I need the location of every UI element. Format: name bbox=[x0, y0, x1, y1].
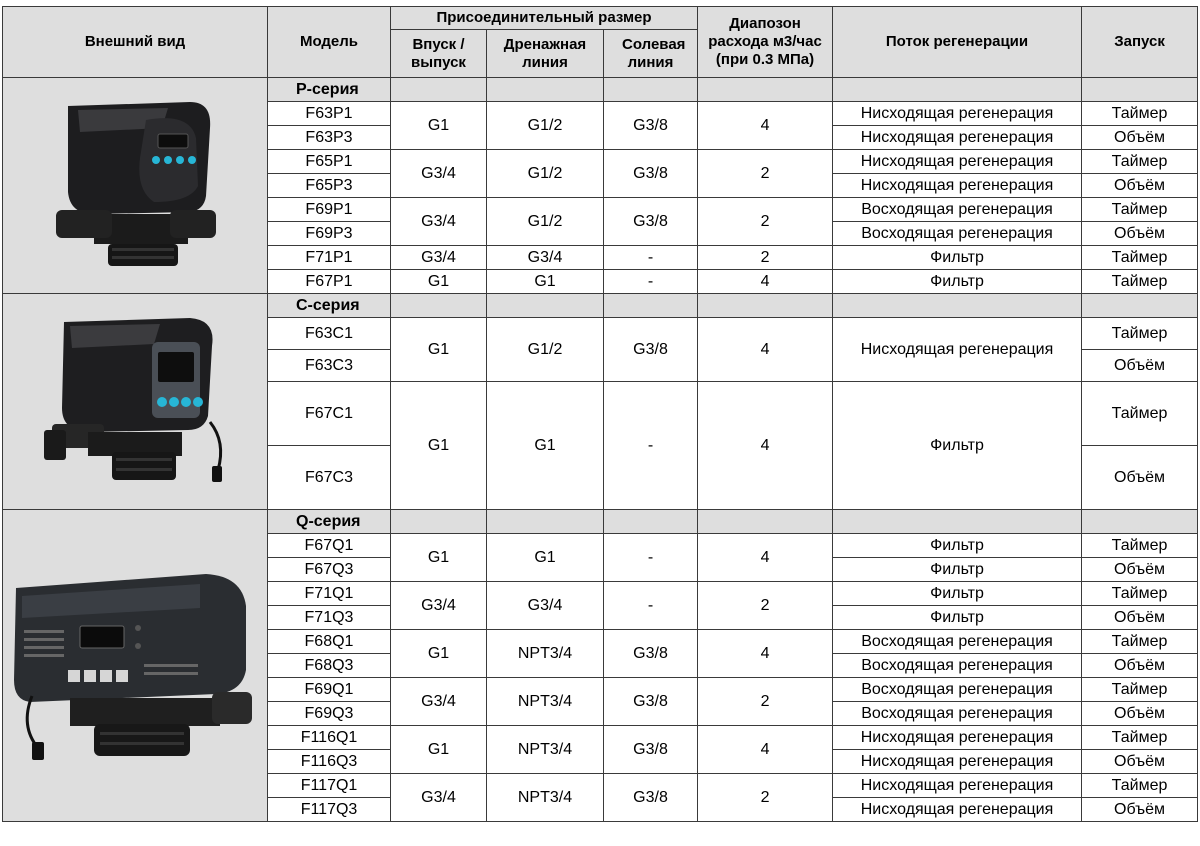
valve-c-series-image bbox=[40, 312, 230, 492]
inlet-cell: G3/4 bbox=[391, 678, 487, 726]
regeneration-cell: Фильтр bbox=[833, 246, 1082, 270]
flow-cell: 2 bbox=[698, 678, 833, 726]
regeneration-cell: Нисходящая регенерация bbox=[833, 774, 1082, 798]
valve-spec-table bbox=[2, 6, 1198, 822]
regeneration-cell: Восходящая регенерация bbox=[833, 630, 1082, 654]
start-cell: Таймер bbox=[1082, 270, 1198, 294]
flow-cell: 2 bbox=[698, 198, 833, 246]
series-row bbox=[3, 294, 1198, 318]
model-cell: F117Q1 bbox=[268, 774, 391, 798]
valve-q-series-image bbox=[10, 566, 260, 766]
header-brine-line: Солевая линия bbox=[604, 30, 698, 78]
flow-cell: 2 bbox=[698, 150, 833, 198]
series-name: P-серия bbox=[268, 78, 391, 102]
inlet-cell: G3/4 bbox=[391, 582, 487, 630]
inlet-cell: G3/4 bbox=[391, 198, 487, 246]
model-cell: F71Q1 bbox=[268, 582, 391, 606]
start-cell: Объём bbox=[1082, 798, 1198, 822]
start-cell: Таймер bbox=[1082, 582, 1198, 606]
inlet-cell: G1 bbox=[391, 726, 487, 774]
header-connection-size: Присоединительный размер bbox=[391, 7, 698, 30]
start-cell: Объём bbox=[1082, 654, 1198, 678]
drain-cell: NPT3/4 bbox=[487, 678, 604, 726]
brine-cell: G3/8 bbox=[604, 630, 698, 678]
regeneration-cell: Восходящая регенерация bbox=[833, 222, 1082, 246]
flow-cell: 2 bbox=[698, 774, 833, 822]
start-cell: Таймер bbox=[1082, 630, 1198, 654]
regeneration-cell: Фильтр bbox=[833, 606, 1082, 630]
inlet-cell: G1 bbox=[391, 630, 487, 678]
inlet-cell: G3/4 bbox=[391, 774, 487, 822]
brine-cell: G3/8 bbox=[604, 678, 698, 726]
flow-cell: 4 bbox=[698, 534, 833, 582]
series-row bbox=[3, 510, 1198, 534]
flow-cell: 4 bbox=[698, 382, 833, 510]
start-cell: Объём bbox=[1082, 750, 1198, 774]
model-cell: F63C3 bbox=[268, 350, 391, 382]
header-appearance: Внешний вид bbox=[3, 7, 268, 78]
inlet-cell: G1 bbox=[391, 534, 487, 582]
inlet-cell: G1 bbox=[391, 270, 487, 294]
start-cell: Таймер bbox=[1082, 382, 1198, 446]
inlet-cell: G1 bbox=[391, 318, 487, 382]
flow-cell: 2 bbox=[698, 582, 833, 630]
start-cell: Объём bbox=[1082, 174, 1198, 198]
model-cell: F65P1 bbox=[268, 150, 391, 174]
drain-cell: NPT3/4 bbox=[487, 630, 604, 678]
drain-cell: G1 bbox=[487, 534, 604, 582]
start-cell: Таймер bbox=[1082, 678, 1198, 702]
regeneration-cell: Нисходящая регенерация bbox=[833, 174, 1082, 198]
regeneration-cell: Фильтр bbox=[833, 382, 1082, 510]
brine-cell: - bbox=[604, 246, 698, 270]
regeneration-cell: Нисходящая регенерация bbox=[833, 726, 1082, 750]
start-cell: Таймер bbox=[1082, 150, 1198, 174]
regeneration-cell: Нисходящая регенерация bbox=[833, 126, 1082, 150]
model-cell: F68Q3 bbox=[268, 654, 391, 678]
q-series-image-cell bbox=[3, 510, 268, 822]
brine-cell: - bbox=[604, 534, 698, 582]
regeneration-cell: Восходящая регенерация bbox=[833, 654, 1082, 678]
model-cell: F69P3 bbox=[268, 222, 391, 246]
regeneration-cell: Восходящая регенерация bbox=[833, 678, 1082, 702]
series-name: Q-серия bbox=[268, 510, 391, 534]
model-cell: F116Q1 bbox=[268, 726, 391, 750]
regeneration-cell: Нисходящая регенерация bbox=[833, 318, 1082, 382]
model-cell: F116Q3 bbox=[268, 750, 391, 774]
model-cell: F68Q1 bbox=[268, 630, 391, 654]
drain-cell: NPT3/4 bbox=[487, 726, 604, 774]
model-cell: F71P1 bbox=[268, 246, 391, 270]
start-cell: Таймер bbox=[1082, 246, 1198, 270]
start-cell: Таймер bbox=[1082, 198, 1198, 222]
regeneration-cell: Нисходящая регенерация bbox=[833, 798, 1082, 822]
brine-cell: - bbox=[604, 582, 698, 630]
start-cell: Таймер bbox=[1082, 774, 1198, 798]
start-cell: Объём bbox=[1082, 126, 1198, 150]
flow-cell: 2 bbox=[698, 246, 833, 270]
regeneration-cell: Фильтр bbox=[833, 582, 1082, 606]
model-cell: F63P1 bbox=[268, 102, 391, 126]
start-cell: Объём bbox=[1082, 446, 1198, 510]
regeneration-cell: Восходящая регенерация bbox=[833, 702, 1082, 726]
brine-cell: - bbox=[604, 382, 698, 510]
series-row bbox=[3, 78, 1198, 102]
model-cell: F69Q3 bbox=[268, 702, 391, 726]
inlet-cell: G1 bbox=[391, 382, 487, 510]
regeneration-cell: Восходящая регенерация bbox=[833, 198, 1082, 222]
header-model: Модель bbox=[268, 7, 391, 78]
header-flow-range: Диапозон расхода м3/час (при 0.3 МПа) bbox=[698, 7, 833, 78]
regeneration-cell: Нисходящая регенерация bbox=[833, 102, 1082, 126]
flow-cell: 4 bbox=[698, 270, 833, 294]
brine-cell: G3/8 bbox=[604, 198, 698, 246]
model-cell: F67P1 bbox=[268, 270, 391, 294]
flow-cell: 4 bbox=[698, 102, 833, 150]
valve-p-series-image bbox=[50, 98, 220, 273]
model-cell: F63P3 bbox=[268, 126, 391, 150]
brine-cell: G3/8 bbox=[604, 726, 698, 774]
c-series-image-cell bbox=[3, 294, 268, 510]
model-cell: F67C1 bbox=[268, 382, 391, 446]
brine-cell: G3/8 bbox=[604, 318, 698, 382]
header-inlet-outlet: Впуск /выпуск bbox=[391, 30, 487, 78]
start-cell: Объём bbox=[1082, 606, 1198, 630]
inlet-cell: G1 bbox=[391, 102, 487, 150]
start-cell: Объём bbox=[1082, 350, 1198, 382]
regeneration-cell: Фильтр bbox=[833, 534, 1082, 558]
inlet-cell: G3/4 bbox=[391, 246, 487, 270]
model-cell: F69P1 bbox=[268, 198, 391, 222]
start-cell: Таймер bbox=[1082, 102, 1198, 126]
model-cell: F67C3 bbox=[268, 446, 391, 510]
regeneration-cell: Нисходящая регенерация bbox=[833, 750, 1082, 774]
p-series-image-cell bbox=[3, 78, 268, 294]
start-cell: Объём bbox=[1082, 222, 1198, 246]
start-cell: Таймер bbox=[1082, 534, 1198, 558]
drain-cell: G1/2 bbox=[487, 198, 604, 246]
drain-cell: G1/2 bbox=[487, 102, 604, 150]
regeneration-cell: Фильтр bbox=[833, 270, 1082, 294]
header-start: Запуск bbox=[1082, 7, 1198, 78]
brine-cell: G3/8 bbox=[604, 102, 698, 150]
model-cell: F69Q1 bbox=[268, 678, 391, 702]
drain-cell: NPT3/4 bbox=[487, 774, 604, 822]
brine-cell: G3/8 bbox=[604, 150, 698, 198]
drain-cell: G1/2 bbox=[487, 150, 604, 198]
model-cell: F67Q1 bbox=[268, 534, 391, 558]
drain-cell: G3/4 bbox=[487, 582, 604, 630]
brine-cell: - bbox=[604, 270, 698, 294]
start-cell: Объём bbox=[1082, 558, 1198, 582]
drain-cell: G1/2 bbox=[487, 318, 604, 382]
start-cell: Таймер bbox=[1082, 726, 1198, 750]
flow-cell: 4 bbox=[698, 318, 833, 382]
brine-cell: G3/8 bbox=[604, 774, 698, 822]
drain-cell: G1 bbox=[487, 270, 604, 294]
drain-cell: G3/4 bbox=[487, 246, 604, 270]
header-regeneration-flow: Поток регенерации bbox=[833, 7, 1082, 78]
inlet-cell: G3/4 bbox=[391, 150, 487, 198]
model-cell: F63C1 bbox=[268, 318, 391, 350]
model-cell: F71Q3 bbox=[268, 606, 391, 630]
series-name: С-серия bbox=[268, 294, 391, 318]
model-cell: F67Q3 bbox=[268, 558, 391, 582]
drain-cell: G1 bbox=[487, 382, 604, 510]
regeneration-cell: Фильтр bbox=[833, 558, 1082, 582]
model-cell: F65P3 bbox=[268, 174, 391, 198]
model-cell: F117Q3 bbox=[268, 798, 391, 822]
regeneration-cell: Нисходящая регенерация bbox=[833, 150, 1082, 174]
flow-cell: 4 bbox=[698, 726, 833, 774]
start-cell: Таймер bbox=[1082, 318, 1198, 350]
header-drain-line: Дренажная линия bbox=[487, 30, 604, 78]
start-cell: Объём bbox=[1082, 702, 1198, 726]
flow-cell: 4 bbox=[698, 630, 833, 678]
